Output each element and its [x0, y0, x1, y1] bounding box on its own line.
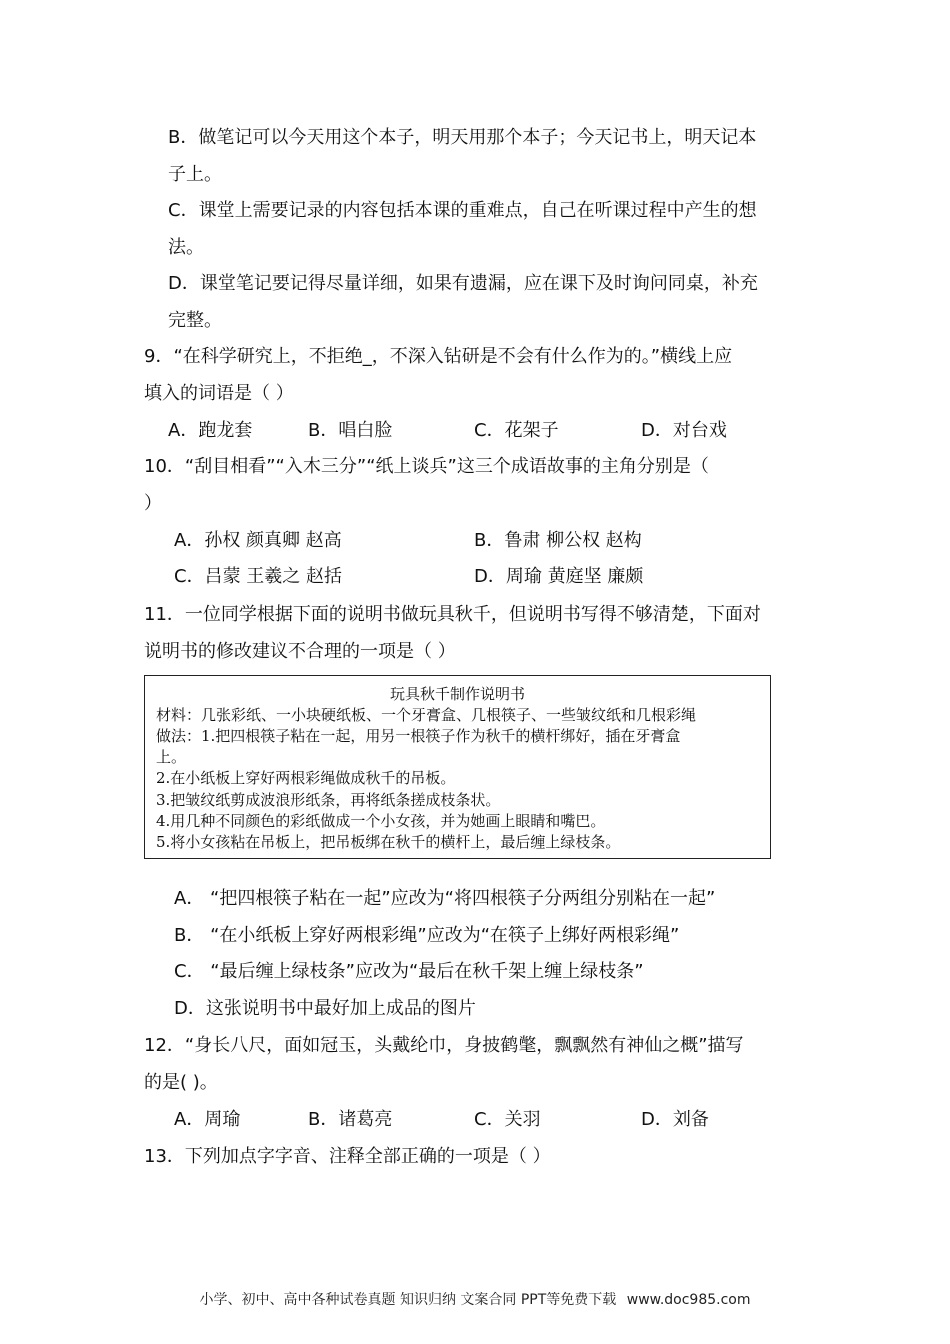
q10-stem-line2: ） [144, 493, 162, 514]
q9-option-c: C．花架子 [474, 420, 559, 441]
manual-line: 5.将小女孩粘在吊板上，把吊板绑在秋千的横杆上，最后缠上绿枝条。 [156, 833, 621, 851]
q12-stem-line1: 12．“身长八尺，面如冠玉，头戴纶巾，身披鹤氅，飘飘然有神仙之概”描写 [144, 1035, 744, 1056]
q8-option-c-line1: C．课堂上需要记录的内容包括本课的重难点，自己在听课过程中产生的想 [168, 200, 757, 221]
q12-stem-line2: 的是( )。 [144, 1072, 218, 1093]
instruction-manual-box [144, 675, 771, 859]
q11-option-d: D．这张说明书中最好加上成品的图片 [174, 998, 476, 1019]
q9-option-b: B．唱白脸 [308, 420, 393, 441]
q11-stem-line1: 11．一位同学根据下面的说明书做玩具秋千，但说明书写得不够清楚，下面对 [144, 604, 761, 625]
q9-stem-line1: 9．“在科学研究上，不拒绝_，不深入钻研是不会有什么作为的。”横线上应 [144, 346, 733, 367]
q10-option-c: C．吕蒙 王羲之 赵括 [174, 566, 343, 587]
manual-line: 2.在小纸板上穿好两根彩绳做成秋千的吊板。 [156, 769, 456, 787]
manual-line: 4.用几种不同颜色的彩纸做成一个小女孩，并为她画上眼睛和嘴巴。 [156, 812, 606, 830]
q8-option-d-line1: D．课堂笔记要记得尽量详细，如果有遗漏，应在课下及时询问同桌，补充 [168, 273, 758, 294]
q11-option-c: C． “最后缠上绿枝条”应改为“最后在秋千架上缠上绿枝条” [174, 961, 644, 982]
q9-stem-line2: 填入的词语是（ ） [144, 383, 294, 404]
q8-option-b-line1: B．做笔记可以今天用这个本子，明天用那个本子；今天记书上，明天记本 [168, 127, 757, 148]
q11-stem-line2: 说明书的修改建议不合理的一项是（ ） [144, 641, 456, 662]
manual-line: 3.把皱纹纸剪成波浪形纸条，再将纸条搓成枝条状。 [156, 791, 501, 809]
q11-option-a: A． “把四根筷子粘在一起”应改为“将四根筷子分两组分别粘在一起” [174, 888, 716, 909]
q12-option-a: A．周瑜 [174, 1109, 241, 1130]
q13-stem-line1: 13．下列加点字字音、注释全部正确的一项是（ ） [144, 1146, 551, 1167]
q8-option-b-line2: 子上。 [168, 164, 222, 185]
footer-link[interactable]: www.doc985.com [626, 1292, 751, 1308]
q10-stem-line1: 10．“刮目相看”“入木三分”“纸上谈兵”这三个成语故事的主角分别是（ [144, 456, 709, 477]
manual-line: 上。 [156, 748, 187, 766]
q12-option-d: D．刘备 [641, 1109, 709, 1130]
q8-option-d-line2: 完整。 [168, 310, 222, 331]
q8-option-c-line2: 法。 [168, 237, 204, 258]
manual-title: 玩具秋千制作说明书 [389, 685, 525, 703]
footer-text: 小学、初中、高中各种试卷真题 知识归纳 文案合同 PPT等免费下载 [199, 1292, 617, 1308]
page-footer [0, 1290, 950, 1310]
manual-line: 做法：1.把四根筷子粘在一起，用另一根筷子作为秋千的横杆绑好，插在牙膏盒 [156, 727, 681, 745]
q12-option-b: B．诸葛亮 [308, 1109, 393, 1130]
q11-option-b: B． “在小纸板上穿好两根彩绳”应改为“在筷子上绑好两根彩绳” [174, 925, 680, 946]
q10-option-b: B．鲁肃 柳公权 赵构 [474, 530, 642, 551]
q10-option-d: D．周瑜 黄庭坚 廉颇 [474, 566, 644, 587]
q9-option-d: D．对台戏 [641, 420, 727, 441]
q12-option-c: C．关羽 [474, 1109, 541, 1130]
q9-option-a: A．跑龙套 [168, 420, 253, 441]
manual-line: 材料：几张彩纸、一小块硬纸板、一个牙膏盒、几根筷子、一些皱纹纸和几根彩绳 [156, 706, 697, 724]
q10-option-a: A．孙权 颜真卿 赵高 [174, 530, 342, 551]
